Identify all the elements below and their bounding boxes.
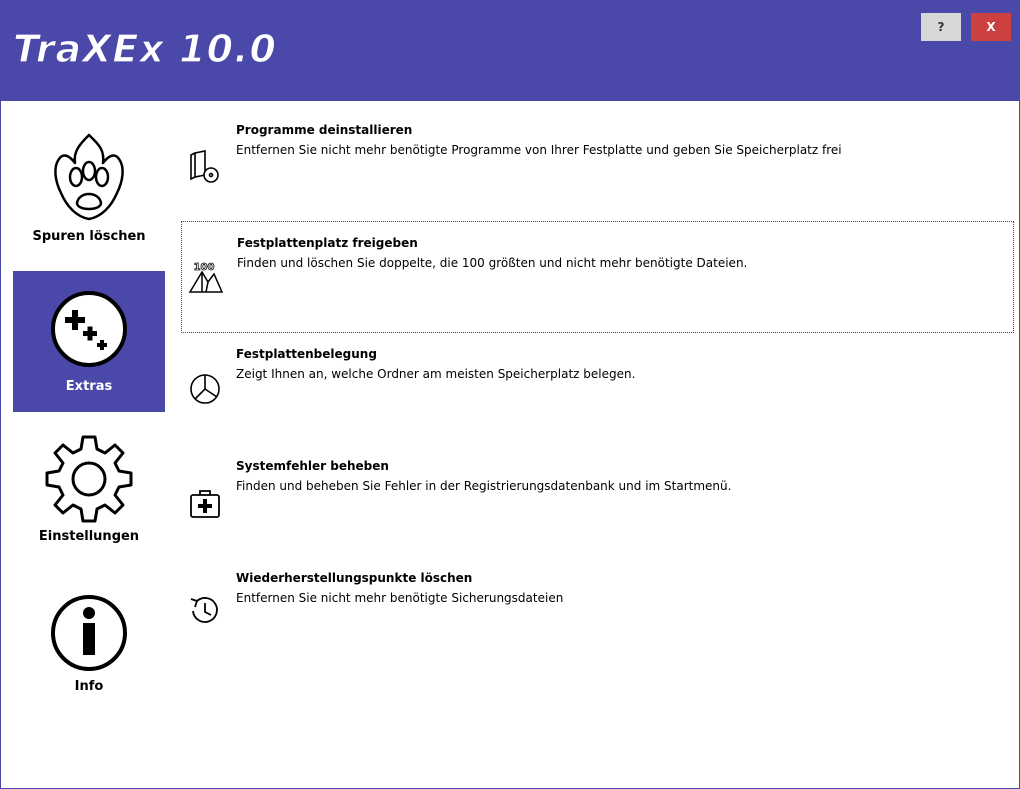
tool-description: Entfernen Sie nicht mehr benötigte Programme von Ihrer Festplatte und geben Sie Speicherplatz frei — [236, 143, 842, 157]
sidebar-nav — [1, 101, 176, 789]
top-100-icon — [188, 258, 224, 294]
close-button[interactable]: X — [971, 13, 1011, 41]
pie-chart-icon — [187, 371, 223, 407]
tool-festplattenbelegung[interactable] — [181, 333, 1014, 445]
sidebar-item-einstellungen[interactable] — [13, 423, 165, 564]
plus-tools-icon — [39, 281, 139, 377]
tool-title: Systemfehler beheben — [236, 459, 389, 473]
tool-title: Wiederherstellungspunkte löschen — [236, 571, 473, 585]
tool-title: Programme deinstallieren — [236, 123, 413, 137]
tool-title: Festplattenplatz freigeben — [237, 236, 418, 250]
restore-icon — [187, 593, 223, 629]
help-button[interactable]: ? — [921, 13, 961, 41]
tool-wiederherstellungspunkte-loeschen[interactable] — [181, 557, 1014, 669]
title-bar — [1, 1, 1020, 101]
paw-icon — [39, 129, 139, 225]
tool-programme-deinstallieren[interactable] — [181, 109, 1014, 221]
tool-systemfehler-beheben[interactable] — [181, 445, 1014, 557]
app-logo-title: TraXEx 10.0 — [13, 27, 277, 71]
tool-description: Zeigt Ihnen an, welche Ordner am meisten Speicherplatz belegen. — [236, 367, 636, 381]
svg-text:100: 100 — [193, 262, 215, 273]
tool-description: Finden und beheben Sie Fehler in der Registrierungsdatenbank und im Startmenü. — [236, 479, 732, 493]
uninstall-icon — [187, 149, 223, 185]
sidebar-item-label: Spuren löschen — [32, 229, 146, 244]
gear-icon — [39, 433, 139, 529]
first-aid-icon — [187, 485, 223, 521]
sidebar-item-label: Info — [74, 679, 104, 694]
tool-description: Finden und löschen Sie doppelte, die 100 größten und nicht mehr benötigte Dateien. — [237, 256, 748, 270]
tool-description: Entfernen Sie nicht mehr benötigte Sicherungsdateien — [236, 591, 564, 605]
sidebar-item-label: Einstellungen — [38, 529, 140, 544]
tool-title: Festplattenbelegung — [236, 347, 377, 361]
sidebar-item-spuren-loeschen[interactable] — [13, 119, 165, 260]
sidebar-item-info[interactable] — [13, 575, 165, 716]
info-icon — [39, 585, 139, 681]
sidebar-item-extras[interactable] — [13, 271, 165, 412]
tool-festplattenplatz-freigeben[interactable] — [181, 221, 1014, 333]
sidebar-item-label: Extras — [65, 379, 113, 394]
